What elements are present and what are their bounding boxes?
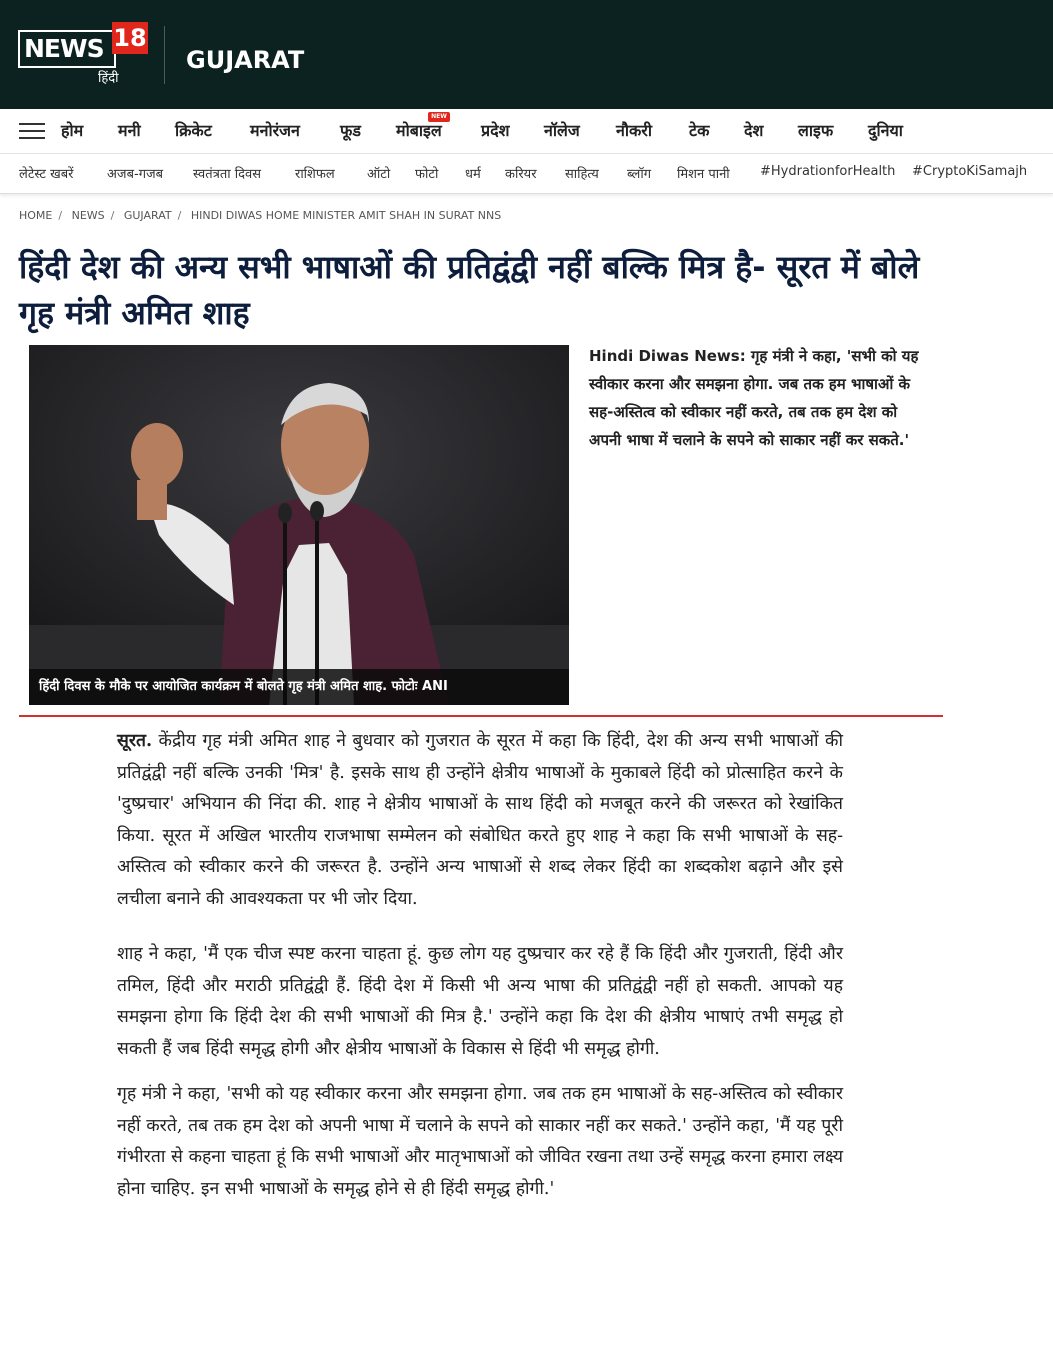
nav-item-pradesh[interactable]: प्रदेश (481, 121, 510, 140)
subnav-item-mission-paani[interactable]: मिशन पानी (677, 167, 730, 182)
article-paragraph-3: गृह मंत्री ने कहा, 'सभी को यह स्वीकार करना और समझना होगा. जब तक हम भाषाओं के सह-अस्तित्व को स्वीकार नहीं करते, तब तक हम देश को अपनी भाषा में चलाने के सपने को साकार नहीं कर सकते.' उन्होंने कहा, 'मैं यह पूरी गंभीरता से कहना चाहता हूं कि सभी भाषाओं और मातृभाषाओं को जीवित रखना तथा उन्हें समृद्ध करना हमारा लक्ष्य होना चाहिए. इन सभी भाषाओं के समृद्ध होने से ही हिंदी समृद्ध होगी.' (117, 1084, 843, 1199)
header-divider (164, 26, 165, 84)
nav-item-money[interactable]: मनी (118, 121, 141, 140)
new-badge: NEW (428, 112, 450, 122)
article-summary (589, 342, 934, 454)
main-nav (0, 109, 1053, 154)
breadcrumb-current: HINDI DIWAS HOME MINISTER AMIT SHAH IN SURAT NNS (190, 209, 502, 222)
breadcrumb-home[interactable]: HOME (19, 209, 53, 222)
article-headline: हिंदी देश की अन्य सभी भाषाओं की प्रतिद्वंद्वी नहीं बल्कि मित्र है- सूरत में बोले गृह मंत्री अमित शाह (19, 248, 920, 332)
dateline: सूरत. (117, 731, 153, 751)
speaker-photo-illustration (29, 345, 569, 705)
nav-item-home[interactable]: होम (61, 121, 84, 140)
subnav-item-blog[interactable]: ब्लॉग (627, 167, 652, 182)
news18-logo[interactable] (18, 22, 148, 84)
subnav-item-latest[interactable]: लेटेस्ट खबरें (19, 167, 74, 182)
breadcrumb: HOME / NEWS / GUJARAT / HINDI DIWAS HOME MINISTER AMIT SHAH IN SURAT NNS (19, 209, 502, 222)
subnav-item-religion[interactable]: धर्म (465, 167, 481, 182)
article-paragraph-2: शाह ने कहा, 'मैं एक चीज स्पष्ट करना चाहता हूं. कुछ लोग यह दुष्प्रचार कर रहे हैं कि हिंदी और गुजराती, हिंदी और तमिल, हिंदी और मराठी प्रतिद्वंद्वी हैं. हिंदी देश में किसी भी अन्य भाषा की प्रतिद्वंद्वी नहीं हो सकती. आपको यह समझना होगा कि हिंदी देश की सभी भाषाओं की मित्र है.' उन्होंने कहा कि देश की क्षेत्रीय भाषाएं तभी समृद्ध हो सकती हैं जब हिंदी समृद्ध होगी और क्षेत्रीय भाषाओं के विकास से हिंदी भी समृद्ध होगी. (117, 944, 843, 1059)
subnav-item-career[interactable]: करियर (505, 167, 537, 182)
nav-item-desh[interactable]: देश (744, 121, 764, 140)
sub-nav (0, 154, 1053, 194)
section-divider (19, 715, 943, 717)
photo-caption: हिंदी दिवस के मौके पर आयोजित कार्यक्रम में बोलते गृह मंत्री अमित शाह. फोटोः ANI (29, 669, 569, 705)
nav-item-life[interactable]: लाइफ (798, 121, 834, 140)
region-title[interactable]: GUJARAT (186, 46, 305, 74)
summary-text: गृह मंत्री ने कहा, 'सभी को यह स्वीकार करना और समझना होगा. जब तक हम भाषाओं के सह-अस्तित्व को स्वीकार नहीं करते, तब तक हम देश को अपनी भाषा में चलाने के सपने को साकार नहीं कर सकते.' (589, 347, 919, 449)
nav-item-cricket[interactable]: क्रिकेट (175, 121, 212, 140)
subnav-item-ajab-gajab[interactable]: अजब-गजब (107, 167, 164, 182)
nav-item-world[interactable]: दुनिया (868, 121, 903, 140)
paragraph-1-text: केंद्रीय गृह मंत्री अमित शाह ने बुधवार को गुजरात के सूरत में कहा कि हिंदी, देश की अन्य सभी भाषाओं की प्रतिद्वंद्वी नहीं बल्कि उनकी 'मित्र' है. इसके साथ ही उन्होंने क्षेत्रीय भाषाओं के मुकाबले हिंदी को प्रोत्साहित करने के 'दुष्प्रचार' अभियान की निंदा की. शाह ने क्षेत्रीय भाषाओं के साथ हिंदी को मजबूत करने की जरूरत को रेखांकित किया. सूरत में अखिल भारतीय राजभाषा सम्मेलन को संबोधित करते हुए शाह ने कहा कि सभी भाषाओं के सह-अस्तित्व को स्वीकार करने की जरूरत है. उन्होंने अन्य भाषाओं से शब्द लेकर हिंदी का शब्दकोश बढ़ाने और इसे लचीला बनाने की आवश्यकता पर भी जोर दिया. (117, 731, 843, 909)
subnav-item-crypto[interactable]: #CryptoKiSamajh (912, 164, 1028, 179)
summary-lead: Hindi Diwas News: (589, 347, 746, 365)
article-body (117, 726, 843, 1229)
subnav-item-photo[interactable]: फोटो (415, 167, 439, 182)
logo-news-text: NEWS (18, 30, 116, 68)
subnav-item-auto[interactable]: ऑटो (367, 167, 391, 182)
logo-hindi-text: हिंदी (98, 71, 119, 86)
logo-18-text: 18 (113, 24, 147, 52)
nav-item-knowledge[interactable]: नॉलेज (544, 121, 580, 140)
subnav-item-literature[interactable]: साहित्य (565, 167, 599, 182)
subnav-item-hydration[interactable]: #HydrationforHealth (760, 164, 896, 179)
breadcrumb-gujarat[interactable]: GUJARAT (123, 209, 172, 222)
nav-item-entertainment[interactable]: मनोरंजन (250, 121, 300, 140)
article-photo[interactable] (29, 345, 569, 705)
subnav-item-horoscope[interactable]: राशिफल (295, 167, 335, 182)
subnav-item-independence-day[interactable]: स्वतंत्रता दिवस (193, 167, 262, 182)
article-paragraph-1 (117, 726, 843, 915)
nav-item-jobs[interactable]: नौकरी (616, 121, 653, 140)
nav-item-mobile[interactable]: मोबाइल (396, 121, 442, 140)
breadcrumb-news[interactable]: NEWS (71, 209, 105, 222)
nav-item-food[interactable]: फूड (340, 121, 361, 140)
nav-item-tech[interactable]: टेक (689, 121, 710, 140)
hamburger-menu-icon[interactable] (19, 122, 45, 140)
site-header (0, 0, 1053, 109)
